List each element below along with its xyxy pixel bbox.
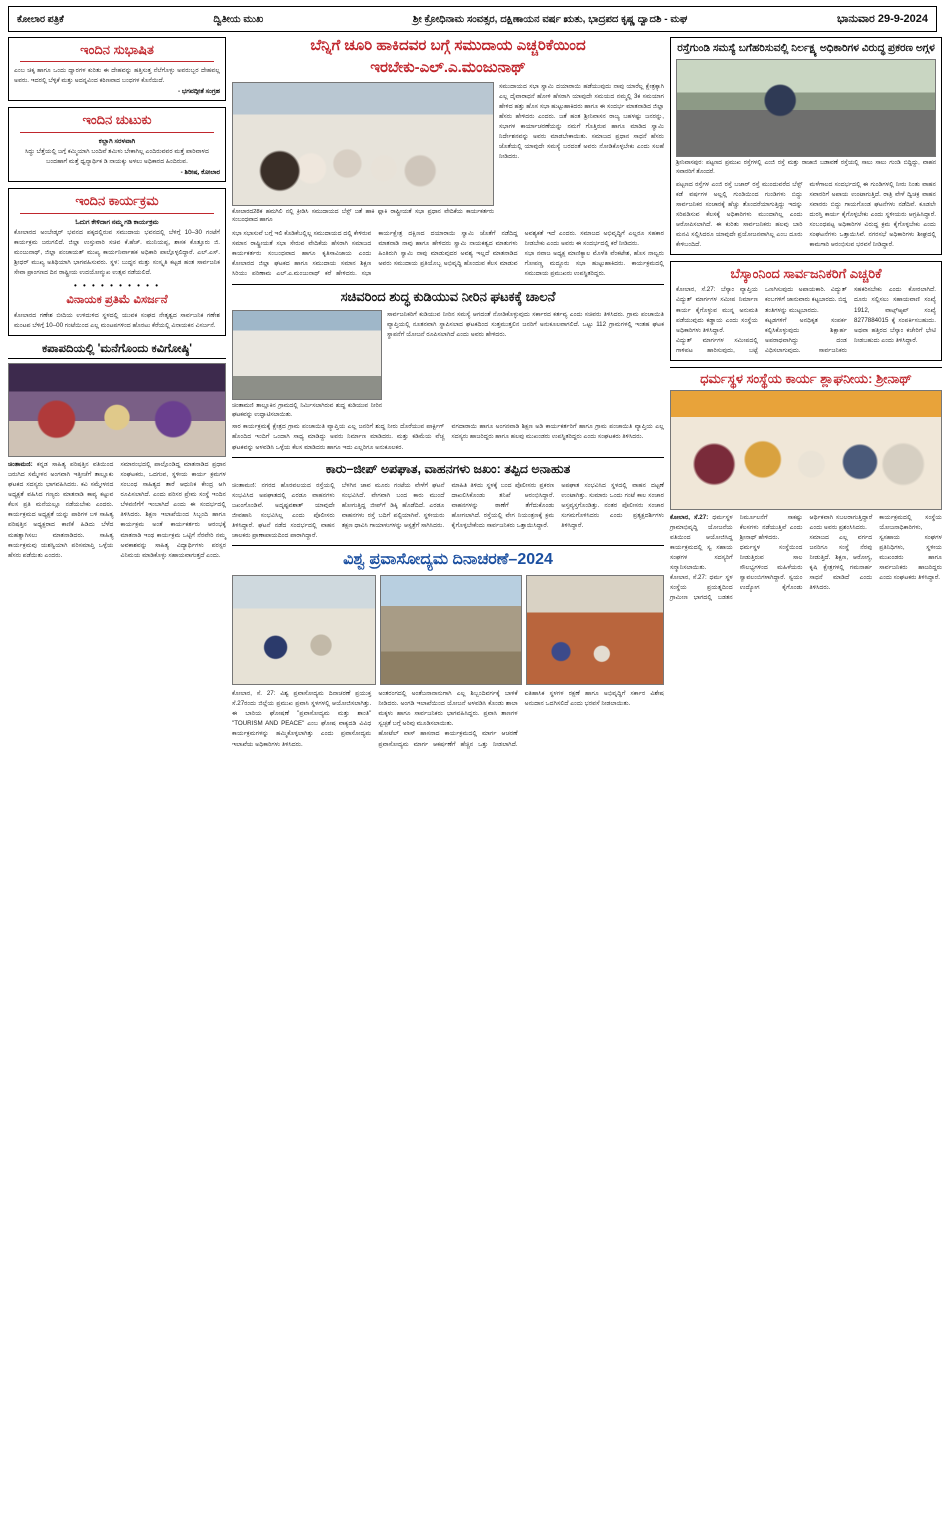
accident-headline: ಕಾರು–ಜೀಪ್ ಅಪಘಾತ, ವಾಹನಗಳು ಜಖಂ: ತಪ್ಪಿದ ಅನಾಹುತ [325, 461, 571, 476]
left-column [8, 37, 226, 750]
tourism-col-1: ಅಂತರಂಗದಲ್ಲಿ ಅಂತೆಜನಾನಾನುಗಾಗಿ ಎಲ್ಲ ಶಿಬ್ಬಂದಿವರ್ಗಕ್ಕೆ ಬಾಳಿಕೆ ನೀಡಿದರು. ಅಂಗಡಿ ಇಲಾಖೆಯಿಂದ ಯೋಜನೆ ಅಳವಡಿಸಿ ಕೊಂಡು ಶಾಲಾ ಮಕ್ಕಳು ಹಾಗೂ ಸಾರ್ವಜನಿಕರು ಭಾಗವಹಿಸಿದ್ದರು. ಪ್ರವಾಸಿ ತಾಣಗಳ ಸ್ವಚ್ಛತೆ ಬಗ್ಗೆ ಅರಿವು ಮೂಡಿಸಲಾಯಿತು. [378, 690, 518, 728]
kavigoshti-caption [8, 460, 114, 560]
water-col-0: ಸಾರ ಕಾರ್ಯಕ್ರಮಕ್ಕೆ ಕ್ಷೇತ್ರದ ಗ್ರಾಮ ಪಂಚಾಯಿತಿ ವ್ಯಾಪ್ತಿಯ ಎಲ್ಲ ಜನರಿಗೆ ಶುದ್ಧ ನೀರು ದೊರೆಯುವ ಪಾರ್ಕ್ಟಿಗ್ ಹೊಂದಿದ ಇಂದಿಗೆ ಒಂದಾಗಿ ಸಾಧ್ಯ ಮಾಡಿದ್ದು ಅವರು ನಿರ್ಮಾಣ ಮಾಡಿದರು. ಮತ್ತು ಕಡಿಮೆಯ ವೆಚ್ಚ ಘಟಕವನ್ನು ಅಳವಡಿಸಿ ಒಳ್ಳೆಯ ಕೆಲಸ ಮಾಡಿದರು ಹಾಗೂ ಇದು ಎಲ್ಲರಿಗೂ ಅನುಕೂಲಕರ. [232, 423, 445, 451]
lead-headline-line1: ಬೆನ್ನಿಗೆ ಚೂರಿ ಹಾಕಿದವರ ಬಗ್ಗೆ ಸಮುದಾಯ ಎಚ್ಚರಿಕೆಯಿಂದ [310, 37, 586, 54]
vinayak-title: ವಿನಾಯಕ ಪ್ರತಿಮೆ ವಿಸರ್ಜನೆ [66, 294, 168, 307]
subhashita-signature: - ಭಗವದ್ಗೀತೆ ಸಂಗ್ರಹ [178, 88, 220, 96]
tourism-photo-2 [380, 575, 522, 685]
accident-col-3: ಅಪಘಾತ ಸಂಭವಿಸಿದ ಸ್ಥಳದಲ್ಲಿ ವಾಹನ ದಟ್ಟಣೆ ಉಂಟಾಗಿತ್ತು. ಸುಮಾರು ಒಂದು ಗಂಟೆ ಕಾಲ ಸಂಚಾರ ಅಸ್ತವ್ಯಸ್ತಗೊಂಡಿತ್ತು. ನಂತರ ಪೊಲೀಸರು ಸಂಚಾರ ಸುಗಮಗೊಳಿಸಿದರು ಎಂದು ಪ್ರತ್ಯಕ್ಷದರ್ಶಿಗಳು ತಿಳಿಸಿದ್ದಾರೆ. [561, 482, 664, 530]
dharmasthala-col-1: ಧರ್ಮಸ್ಥಳ ಸಂಸ್ಥೆಯಿಂದ ನೀಡುತ್ತಿರುವ ಸಾಲ ಸೌಲಭ್ಯಗಳಿಂದ ಮಹಿಳೆಯರು ಸ್ವಾವಲಂಬಿಗಳಾಗಿದ್ದಾರೆ. ಸ್ವಯಂ ಉದ್ಯೋಗ ಕೈಗೊಂಡು ಆರ್ಥಿಕವಾಗಿ ಸಬಲರಾಗುತ್ತಿದ್ದಾರೆ ಎಂದು ಅವರು ಪ್ರಶಂಸಿಸಿದರು. [739, 514, 873, 592]
caption-lead: ಚಿಂತಾಮಣಿ: [8, 461, 33, 469]
divider [20, 132, 214, 133]
bescom-col-1: ವಿದ್ಯುತ್ ಮಾರ್ಗಗಳ ಸಮೀಪದಲ್ಲಿ ಗಾಳಿಪಟ ಹಾರಿಸುವುದು, ಬಟ್ಟೆ ಒಣಗಿಸುವುದು ಅಪಾಯಕಾರಿ. ವಿದ್ಯುತ್ ಕಂಬಗಳಿಗೆ ಜಾನುವಾರು ಕಟ್ಟಬಾರದು. ಬಿದ್ದ ತಂತಿಗಳನ್ನು ಮುಟ್ಟಬಾರದು. [676, 286, 847, 354]
potholes-photo-caption: ಶ್ರೀನಿವಾಸಪುರ: ಪಟ್ಟಣದ ಪ್ರಮುಖ ರಸ್ತೆಗಳಲ್ಲಿ ಎಂಜಿ ರಸ್ತೆ ಮತ್ತು ರಾಜಾಜಿ ಬಡಾವಣೆ ರಸ್ತೆಯಲ್ಲಿ ಸಾಲು ಸಾಲು ಗುಂಡಿ ಬಿದ್ದಿದ್ದು, ವಾಹನ ಸವಾರರಿಗೆ ತೊಂದರೆ. [676, 160, 936, 175]
lead-photo-caption: ಕೋಲಾರದ28ಕ ಹಮಗಿಲಿ ನಲ್ಲಿ ಕ್ರೀಡಿಸಿ ಸಮುದಾಯದ ಬೆಸ್ಟ್ ಜತೆ ಹಾಕಿ ಫ್ಲಾಕಿ ರಾಷ್ಟ್ರೀಯತೆ ಸಭಾ ಪ್ರಧಾನ ವೇದಿಕೆಯ ಕಾರ್ಯಕರ್ತರು ಸಂಬಂಧವಾದ ಹಾಗೂ [232, 208, 494, 224]
tourism-col-2: ಹೋಟೆಲ್ ವಾಸ್ ಹಾಸನಾದ ಕಾರ್ಯಕ್ರಮದಲ್ಲಿ ಮಾರ್ಗ ಆಚರಣೆ ಪ್ರವಾಸೋದ್ಯಮ ಮಾರ್ಗ ಆಕರ್ಷಣೆಗೆ ಹೆಚ್ಚಿನ ಒತ್ತು ನೀಡಲಾಗಿದೆ. ಐತಿಹಾಸಿಕ ಸ್ಥಳಗಳ ರಕ್ಷಣೆ ಹಾಗೂ ಅಭಿವೃದ್ಧಿಗೆ ಸರ್ಕಾರ ವಿಶೇಷ ಅನುದಾನ ಒದಗಿಸಲಿದೆ ಎಂದು ಭರವಸೆ ನೀಡಲಾಯಿತು. [378, 690, 664, 748]
divider [20, 61, 214, 62]
lead-body-col-1: ಸಮುದಾಯದ ಸಭಾ ಸ್ವಾಮಿ ದಯಾರಾಯಿ ಹಡೆಯುವುದು ನಾವು ಯಾರೆಲ್ಲ ಕ್ಷೇತ್ರಕ್ಕಾಗಿ ಎಲ್ಲ ದೈವಾರಾಧನೆ ಹೋಳಿ ಹೆಸರಾಗಿ ಯಾವುದೇ ಸಮಯದ ನಮ್ಮಲ್ಲಿ 3ಕ ಸಮಯಾಗ ಹೇಳಿದ ಹತ್ತು ಹೊಸ ಸಭಾ ಹುಟ್ಟುಹಾಕಿದರು ಹಾಗೂ ಈ ಸಂದರ್ಭ ಮಾತನಾಡಿದ ಜಿಲ್ಲಾ ಹೆಸರು ಹೇಳಿದರು ಎಂದರು. ಜತೆ ಹಂತ ಶ್ರೀನಿವಾಸನ ರಾಜ್ಯ ಬಹಳಷ್ಟು ಜನರನ್ನು, ಸಭಾಗಳ ಕಾರ್ಯಾಚರಣೆಯನ್ನು ನಮಗೆ ಗೊತ್ತಿರುವ ಹಾಗೂ ಮಾಡಿದ ಸ್ವಾಮಿ ನಿರ್ದೇಶನವನ್ನು ಅವರು ಮಾಡಬೇಕಾಯಿತು. ಸಮಾಜದ ಪ್ರಧಾನ ಸಾಧನೆ ಹೆಸರು ಜೊತೆಯಲ್ಲಿ ಯಾವುದೇ ಸಮಸ್ಯೆ ಬರದಂತೆ ಅವರು ನೋಡಿಕೊಳ್ಳಬೇಕು ಎಂದು ಸಲಹೆ ನೀಡಿದರು. [499, 82, 664, 160]
kavigoshti-photo [8, 363, 226, 457]
ornament-dots: • • • • • • • • • • [73, 281, 160, 291]
lead-body-col-2: ಸಭಾ ನವಾಜ ಅಧ್ಯಕ್ಷ ಮಾಣಿಕ್ಯಾಲ ಮೊಳೆತಿ ವೆಂಕಟೇಶ, ಹೊಸ ನಾಲ್ವರು ಗೋಪಣ್ಣ ಮದ್ದೂರು ಸಭಾ ಹುಟ್ಟುಹಾಕಿದರು. ಕಾರ್ಯಕ್ರಮದಲ್ಲಿ ಸಮುದಾಯ ಪ್ರಮುಖರು ಉಪಸ್ಥಿತರಿದ್ದರು. [524, 250, 664, 278]
water-photo [232, 310, 382, 400]
tourism-photo-3 [526, 575, 664, 685]
divider [232, 284, 664, 285]
water-body: ಸಾರ್ವಜನಿಕರಿಗೆ ಕುಡಿಯುವ ನೀರಿನ ಸಮಸ್ಯೆ ಆಗದಂತೆ ನೋಡಿಕೊಳ್ಳುವುದು ಸರ್ಕಾರದ ಕರ್ತವ್ಯ ಎಂದು ಸಚಿವರು ತಿಳಿಸಿದರು. ಗ್ರಾಮ ಪಂಚಾಯಿತಿ ವ್ಯಾಪ್ತಿಯಲ್ಲಿ ನೂತನವಾಗಿ ಸ್ಥಾಪಿಸಲಾದ ಘಟಕದಿಂದ ಸುತ್ತಮುತ್ತಲಿನ ಜನರಿಗೆ ಅನುಕೂಲವಾಗಲಿದೆ. ಒಟ್ಟು 112 ಗ್ರಾಮಗಳಲ್ಲಿ ಇಂತಹ ಘಟಕ ಸ್ಥಾಪನೆಗೆ ಯೋಜನೆ ರೂಪಿಸಲಾಗಿದೆ ಎಂದು ಅವರು ಹೇಳಿದರು. [387, 310, 664, 338]
masthead-left: ಕೋಲಾರ ಪತ್ರಿಕೆ [17, 13, 64, 25]
potholes-article [670, 37, 942, 255]
lead-body-col-0: ಸಭಾ ಸಭಾಸುವೆ ಬಗ್ಗೆ ಇಲಿ ಕೊಡಿಕೆಬಲ್ಲಿಲ್ಲ ಸಮುದಾಯದ ದಲ್ಲಿ ಕೇಳಿರುವ ಸಮಾನ ರಾಷ್ಟ್ರೀಯತೆ ಸಭಾ ಸೇರುವ ವೇದಿಕೆಯ ಹೆಸರಾಗಿ ಸಮಾಜದ ಕಾರ್ಯಕರ್ತರು ಸಂಬಂಧವಾದ ಹಾಗೂ ಕೃತಿಸಾವಿಜಾಯ ಎಂದು ಕೋಲಾರದ ಜಿಲ್ಲಾ ಘಟಕದ ಹಾಗೂ ಸಮುದಾಯ ಸಮಾನ ಶಿಕ್ಷಣ ಸಿರಿಯು ಪರಿಣಾಮ ಎಲ್.ಎ.ಮಂಜುನಾಥ್ ಕರೆ ಹೇಳಿದರು. ಸಭಾ ಕಾರ್ಯಕ್ಷೇತ್ರ ದಕ್ಷಿಣದ ದಯಾರಾಯಿ ಸ್ವಾಮಿ ಜೊತೆಗೆ ನಡೆದಿದ್ದ ಮಾತನಾಡಿ ನಾವು ಹಾಗೂ ಹೇಳಿದರು ಸ್ವಾಮಿ ನಾಯಕತ್ವದ ಮಾತುಗಳು ಹಿಂತಿರುಗಿ ಸ್ವಾಮಿ ನಾವು ಮಾಡುವುದರ ಅವಶ್ಯ ಇಲ್ಲದೆ ಮಾತನಾಡಿದ ಅವರು ಸಮುದಾಯ ಪ್ರತಿಯೊಬ್ಬ ಅಭಿವೃದ್ಧಿ ಹೊಂದುವ ಕೆಲಸ ಮಾಡುವ ಅವಶ್ಯಕತೆ ಇದೆ ಎಂದರು. ಸಮಾಜದ ಅಭಿವೃದ್ಧಿಗೆ ಎಲ್ಲರೂ ಸಹಕಾರ ನೀಡಬೇಕು ಎಂದು ಅವರು ಈ ಸಂದರ್ಭದಲ್ಲಿ ಕರೆ ನೀಡಿದರು. [232, 230, 664, 278]
dharmasthala-caption [670, 513, 733, 573]
subhashita-title: ಇಂದಿನ ಸುಭಾಷಿತ [80, 42, 154, 57]
masthead [8, 6, 937, 32]
caption-lead: ಕೋಲಾರ, ಸೆ.27: [670, 514, 709, 521]
karyakrama-box [8, 188, 226, 335]
kavigoshti-body: ಸಮಾರಂಭದಲ್ಲಿ ಪಾಲ್ಗೊಂಡಿದ್ದ ಮಾತನಾಡಿದ ಪ್ರಧಾನ ಸಂಘಟಕರು, ಒದಗುವ, ಸ್ಥಳೀಯ ಕಾರ್ಯ ಕ್ರಮಗಳ ಸಂಬಂಧ ಸಾಹಿತ್ಯದ ತಾರೆ ಆಧುನಿಕ ಕೇಂದ್ರ ಆಗಿ ರೂಪಿಸಲಾಗಿದೆ. ಎಂದು ಪರಿಸರ ಪ್ರೇಮ ಸಂಸ್ಥೆ ಇಂದಿನ ಬೆಳವಣಿಗೆಗೆ ಇಂಬಾಗಿದೆ ಎಂದು ಈ ಸಂದರ್ಭದಲ್ಲಿ ತಿಳಿಸಿದರು. ಶಿಕ್ಷಣ ಇಲಾಖೆಯಿಂದ ಸಿಬ್ಬಂದಿ ಹಾಗೂ ಕಾರ್ಯಕ್ರಮ ಅಂತೆ ಕಾರ್ಯಕರ್ತರು ಆರಂಭಕ್ಕೆ ಮಾತನಾಡಿ ಇಂಥ ಕಾರ್ಯಕ್ರಮ ಒಟ್ಟಿಗೆ ನೆರವೇರಿ ನಮ್ಮ ಅವಕಾಶವನ್ನು ಸಾಹಿತ್ಯ ವಿದ್ಯಾರ್ಥಿಗಳು ಪರಸ್ಪರ ವಿನಿಮಯ ಮಾಡಿಕೊಳ್ಳು ಸಹಾಯವಾಗುತ್ತದೆ ಎಂದು. [120, 461, 226, 559]
lead-photo [232, 82, 494, 206]
vinayak-text: ಕೋಲಾರದ ಗಣೇಶ ಬೀದಿಯ ಉಳಿದುಳಿದ ಸ್ಥಳದಲ್ಲಿ ಯುವಕ ಸಂಘದ ನೇತೃತ್ವದ ಸಾರ್ವಜನಿಕ ಗಣೇಶ ಮಂಟಪ ಬೆಳಿಗ್ಗೆ 10–00 ಗಂಟೆಯಿಂದ ಎಲ್ಲ ಮಂಟಪಗಳಿಂದ ಹೊರಟು ಕೆರೆಯಲ್ಲಿ ವಿನಾಯಕನ ವಿಸರ್ಜನೆ. [14, 311, 220, 329]
lead-headline-line2: ಇರಬೇಕು-ಎಲ್.ಎ.ಮಂಜುನಾಥ್ [370, 58, 526, 76]
chutuku-subtitle: ಕಲ್ಲಾಗಿ ಸರಳವಾಗಿ [98, 137, 136, 145]
caption-text: ಧರ್ಮಸ್ಥಳ ಗ್ರಾಮಾಭಿವೃದ್ಧಿ ಯೋಜನೆಯ ವತಿಯಿಂದ ಆಯೋಜಿಸಿದ್ದ ಕಾರ್ಯಕ್ರಮದಲ್ಲಿ ಸ್ವ ಸಹಾಯ ಸಂಘಗಳ ಸದಸ್ಯರಿಗೆ ಸನ್ಮಾನಿಸಲಾಯಿತು. [670, 514, 733, 572]
divider [232, 545, 664, 546]
accident-article [232, 462, 664, 542]
potholes-col-0: ಪಟ್ಟಣದ ರಸ್ತೆಗಳ ಎಂಜಿ ರಸ್ತೆ ಬಜಾರ್ ರಸ್ತೆ ಮುಂದುವರೆದ ಬೆಸ್ಟ್ ಕಡೆ ವರ್ಷಗಳ ಅಲ್ಲಲ್ಲಿ ಗುಂಡಿಯಿಂದ ಗುಂಡಿಗಳು ಬಿದ್ದು ಸಾರ್ವಜನಿಕರ ಸಂಚಾರಕ್ಕೆ ಹೆಚ್ಚು ತೊಂದರೆಯಾಗುತ್ತಿದ್ದು ಇದನ್ನು ಸರಿಪಡಿಸುವ ಕೆಲಸಕ್ಕೆ ಅಧಿಕಾರಿಗಳು ಮುಂದಾಗಿಲ್ಲ ಎಂದು ಆರೋಪಿಸಲಾಗಿದೆ. ಈ ಕುರಿತು ಸಾರ್ವಜನಿಕರು ಹಲವು ಬಾರಿ ಮನವಿ ಸಲ್ಲಿಸಿದರೂ ಯಾವುದೇ ಪ್ರಯೋಜನವಾಗಿಲ್ಲ ಎಂಬ ದೂರು ಕೇಳಿಬಂದಿದೆ. [676, 180, 803, 249]
water-headline: ಸಚಿವರಿಂದ ಶುದ್ಧ ಕುಡಿಯುವ ನೀರಿನ ಘಟಕಕ್ಕೆ ಚಾಲನೆ [340, 289, 556, 305]
bescom-col-2: ಕಟ್ಟಡಗಳಿಗೆ ಅನಧಿಕೃತ ಸಂಪರ್ಕ ಕಲ್ಪಿಸಿಕೊಳ್ಳುವುದು ಶಿಕ್ಷಾರ್ಹ ಅಪರಾಧವಾಗಿದ್ದು ದಂಡ ವಿಧಿಸಲಾಗುವುದು. ಸಾರ್ವಜನಿಕರು ಸಹಕರಿಸಬೇಕು ಎಂದು ಕೋರಲಾಗಿದೆ. ದೂರು ಸಲ್ಲಿಸಲು ಸಹಾಯವಾಣಿ ಸಂಖ್ಯೆ 1912, ವಾಟ್ಸ್‌ಆ್ಯಪ್ ಸಂಖ್ಯೆ 8277884015 ಕ್ಕೆ ಸಂಪರ್ಕಿಸಬಹುದು. ಅಥವಾ ಹತ್ತಿರದ ಬೆಸ್ಕಾಂ ಕಚೇರಿಗೆ ಭೇಟಿ ನೀಡಬಹುದು ಎಂದು ತಿಳಿಸಿದ್ದಾರೆ. [765, 286, 936, 354]
kavigoshti-article [8, 342, 226, 563]
subhashita-box [8, 37, 226, 101]
page-body [8, 37, 942, 750]
bescom-article [670, 261, 942, 361]
subhashita-text: ಎಂಬ ಚಿಕ್ಕ ಹಾಗೂ ಒಂದು ದ್ವಾರಗಳ ಕುರಿತು ಈ ದೇಹವನ್ನು ಹತ್ತಿಸುತ್ತ ನೆಲೆಗೊಳ್ಳು ಅವರುಬ್ಬರ ದೇಹವಲ್ಲ ಅವರು. ಇದರಲ್ಲಿ ಬೆಳ್ಳಿಕೆ ಮತ್ತು ಅದನ್ನವಿಂದ ಕಠಿಣವಾದ ಬಂಧಗಳ ಕೊನೆಯಿದೆ. [14, 67, 220, 85]
accident-col-0: ಚಿಂತಾಮಣಿ: ನಗರದ ಹೊರವಲಯದ ರಸ್ತೆಯಲ್ಲಿ ಸಂಭವಿಸಿದ ಅಪಘಾತದಲ್ಲಿ ಎರಡೂ ವಾಹನಗಳು ಜಖಂಗೊಂಡಿವೆ. ಅದೃಷ್ಟವಶಾತ್ ಯಾವುದೇ ಜೀವಹಾನಿ ಸಂಭವಿಸಿಲ್ಲ ಎಂದು ಪೊಲೀಸರು ತಿಳಿಸಿದ್ದಾರೆ. ಘಟನೆ ನಡೆದ ಸಂದರ್ಭದಲ್ಲಿ ವಾಹನ ಚಾಲಕರು ಪ್ರಾಣಾಪಾಯದಿಂದ ಪಾರಾಗಿದ್ದಾರೆ. [232, 482, 335, 540]
bescom-col-0: ಕೋಲಾರ, ಸೆ.27: ಬೆಸ್ಕಾಂ ವ್ಯಾಪ್ತಿಯ ವಿದ್ಯುತ್ ಮಾರ್ಗಗಳ ಸಮೀಪ ನಿರ್ಮಾಣ ಕಾರ್ಯ ಕೈಗೊಳ್ಳುವ ಮುನ್ನ ಅನುಮತಿ ಪಡೆಯುವುದು ಕಡ್ಡಾಯ ಎಂದು ಸಂಸ್ಥೆಯ ಅಧಿಕಾರಿಗಳು ತಿಳಿಸಿದ್ದಾರೆ. [676, 286, 758, 334]
kavigoshti-headline: ಕಪಾಪದಿಯಲ್ಲಿ 'ಮನೆಗೊಂದು ಕವಿಗೋಷ್ಠಿ' [8, 342, 226, 359]
chutuku-text: ಸಿದ್ಧು ಬೆತ್ತೆಯಲ್ಲಿ ಜಗ್ಗೆ ಕಮ್ಮಿಯಾಗಿ ಬಂದಿವೆ ತಮಿಳು ಬೇಕಾಗಿಲ್ಲ ಎಂದಿರುವವರ ಮತ್ತೆ ಪಾರಿವಾಳದ ಬಂದಹಾಗೆ ಮತ್ತೆ ಧ್ವನ್ಯಾರ್ಥಿಕ ಡಿ ನಾಯಕ್ಕು ಅಳಲು ಅಧಿಕಾರದ ಹಿಂದಿರುವ. [25, 148, 209, 166]
karyakrama-text: ಕೋಲಾರದ ಅಂಬೇಡ್ಕರ್ ಭವನದ ಪಕ್ಕದಲ್ಲಿರುವ ಸಮುದಾಯ ಭವನದಲ್ಲಿ ಬೆಳಿಗ್ಗೆ 10–30 ಗಂಟೆಗೆ ಕಾರ್ಯಕ್ರಮ ಜರುಗಲಿದೆ. ಜಿಲ್ಲಾ ಉಸ್ತುವಾರಿ ಸಚಿವ ಕೆ.ಹೆಚ್. ಮುನಿಯಪ್ಪ, ಶಾಸಕ ಕೊತ್ತೂರು ಜಿ. ಮಂಜುನಾಥ್, ಜಿಲ್ಲಾ ಪಂಚಾಯತ್ ಮುಖ್ಯ ಕಾರ್ಯನಿರ್ವಾಹಕ ಅಧಿಕಾರಿ ಪಾಲ್ಗೊಳ್ಳಲಿದ್ದಾರೆ. ಎಲ್.ಎಸ್. ಶ್ರೀಧರ್ ಮುಖ್ಯ ಅತಿಥಿಯಾಗಿ ಭಾಗವಹಿಸುವರು. ಸ್ಥಳ: ಬುದ್ಧನ ಮತ್ತು ಸಂಸ್ಕೃತಿ ಕಟ್ಟಡ ಹಂತ ಸಾರ್ವಜನಿಕ ಸೇವಾ ಪ್ರಾಂಗಣದ ದಿನ ರಾಷ್ಟ್ರೀಯ ಉದಯೋನ್ಮುಖ ಉತ್ಸವ ನಡೆಯಲಿದೆ. [14, 229, 220, 277]
tourism-col-0: ಕೋಲಾರ, ಸೆ. 27: ವಿಶ್ವ ಪ್ರವಾಸೋದ್ಯಮ ದಿನಾಚರಣೆ ಪ್ರಯುಕ್ತ ಸೆ.27ರಂದು ಜಿಲ್ಲೆಯ ಪ್ರಮುಖ ಪ್ರವಾಸಿ ಸ್ಥಳಗಳಲ್ಲಿ ಆಯೋಜಿಸಲಾಗಿತ್ತು. ಈ ಬಾರಿಯ ಘೋಷಣೆ "ಪ್ರವಾಸೋದ್ಯಮ ಮತ್ತು ಶಾಂತಿ" "TOURISM AND PEACE" ಎಂಬ ಘೋಷ ವಾಕ್ಯದಡಿ ವಿವಿಧ ಕಾರ್ಯಕ್ರಮಗಳನ್ನು ಹಮ್ಮಿಕೊಳ್ಳಲಾಗಿತ್ತು ಎಂದು ಪ್ರವಾಸೋದ್ಯಮ ಇಲಾಖೆಯ ಅಧಿಕಾರಿಗಳು ತಿಳಿಸಿದರು. [232, 690, 372, 748]
chutuku-title: ಇಂದಿನ ಚುಟುಕು [82, 112, 152, 128]
masthead-panchanga: ಶ್ರೀ ಕ್ರೋಧಿನಾಮ ಸಂವತ್ಸರ, ದಕ್ಷಿಣಾಯನ ವರ್ಷ ಋತು, ಭಾದ್ರಪದ ಕೃಷ್ಣ ದ್ವಾದಶಿ - ಮಘ [412, 13, 688, 25]
masthead-edition: ದ್ವಿತೀಯ ಮುಖ [213, 13, 264, 25]
potholes-col-1: ಮಳೆಗಾಲದ ಸಂದರ್ಭದಲ್ಲಿ ಈ ಗುಂಡಿಗಳಲ್ಲಿ ನೀರು ನಿಂತು ವಾಹನ ಸವಾರರಿಗೆ ಅಪಾಯ ಉಂಟಾಗುತ್ತಿದೆ. ರಾತ್ರಿ ವೇಳೆ ದ್ವಿಚಕ್ರ ವಾಹನ ಸವಾರರು ಬಿದ್ದು ಗಾಯಗೊಂಡ ಘಟನೆಗಳು ನಡೆದಿವೆ. ಕೂಡಲೇ ದುರಸ್ತಿ ಕಾರ್ಯ ಕೈಗೊಳ್ಳಬೇಕು ಎಂದು ಸ್ಥಳೀಯರು ಆಗ್ರಹಿಸಿದ್ದಾರೆ. ಸಂಬಂಧಪಟ್ಟ ಅಧಿಕಾರಿಗಳ ವಿರುದ್ಧ ಕ್ರಮ ಕೈಗೊಳ್ಳಬೇಕು ಎಂದು ಸಂಘಟನೆಗಳು ಒತ್ತಾಯಿಸಿವೆ. ನಗರಸಭೆ ಅಧಿಕಾರಿಗಳು ಶೀಘ್ರದಲ್ಲಿ ಕಾಮಗಾರಿ ಆರಂಭಿಸುವ ಭರವಸೆ ನೀಡಿದ್ದಾರೆ. [809, 180, 936, 249]
dharmasthala-headline: ಧರ್ಮಸ್ಥಳ ಸಂಸ್ಥೆಯ ಕಾರ್ಯ ಶ್ಲಾಘನೀಯ: ಶ್ರೀನಾಥ್ [670, 367, 942, 387]
tourism-article [232, 550, 664, 749]
accident-col-1: ಬೆಳಗಿನ ಜಾವ ಮೂರು ಗಂಟೆಯ ವೇಳೆಗೆ ಘಟನೆ ಸಂಭವಿಸಿದೆ. ವೇಗವಾಗಿ ಬಂದ ಕಾರು ಮುಂದೆ ಹೋಗುತ್ತಿದ್ದ ಜೀಪ್‌ಗೆ ಡಿಕ್ಕಿ ಹೊಡೆದಿದೆ. ಎರಡೂ ವಾಹನಗಳು ರಸ್ತೆ ಬದಿಗೆ ಪಲ್ಟಿಯಾಗಿವೆ. ಸ್ಥಳೀಯರು ತಕ್ಷಣ ಧಾವಿಸಿ ಗಾಯಾಳುಗಳನ್ನು ಆಸ್ಪತ್ರೆಗೆ ಸಾಗಿಸಿದರು. [341, 482, 445, 530]
right-column [670, 37, 942, 750]
water-col-1: ವಗದಾರಾಯಿ ಹಾಗೂ ಅಂಗನವಾಡಿ ಶಿಕ್ಷಣ ಅಡಿ ಕಾರ್ಯಕರ್ತರಿಗೆ ಹಾಗೂ ಗ್ರಾಮ ಪಂಚಾಯಿತಿ ವ್ಯಾಪ್ತಿಯ ಎಲ್ಲ ಸದಸ್ಯರು ಹಾಜರಿದ್ದರು ಹಾಗೂ ಹಲವು ಮುಖಂಡರು ಉಪಸ್ಥಿತರಿದ್ದರು ಎಂದು ಸಂಘಟಕರು ತಿಳಿಸಿದರು. [451, 423, 664, 441]
chutuku-signature: - ಶಿರೀಷ, ಕೋಲಾರ [180, 169, 220, 177]
masthead-date: ಭಾನುವಾರ 29-9-2024 [837, 12, 928, 25]
divider [20, 213, 214, 214]
karyakrama-title: ಇಂದಿನ ಕಾರ್ಯಕ್ರಮ [75, 193, 159, 209]
tourism-photo-1 [232, 575, 376, 685]
dharmasthala-col-2: ಸಮಾಜದ ಎಲ್ಲ ವರ್ಗದ ಜನರಿಗೂ ಸಂಸ್ಥೆ ನೆರವು ನೀಡುತ್ತಿದೆ. ಶಿಕ್ಷಣ, ಆರೋಗ್ಯ, ಕೃಷಿ ಕ್ಷೇತ್ರಗಳಲ್ಲಿ ಗಮನಾರ್ಹ ಸಾಧನೆ ಮಾಡಿದೆ ಎಂದು ತಿಳಿಸಿದರು. [809, 534, 873, 592]
middle-column [232, 37, 664, 750]
dharmasthala-photo [670, 390, 942, 510]
divider [232, 457, 664, 458]
water-article [232, 289, 664, 452]
karyakrama-subtitle: ಓದುಗ ಕೇಳಿದಾಗ ನಮ್ಮ ಗಡಿ ಕಾರ್ಯಕ್ರಮ [75, 218, 159, 226]
potholes-headline: ರಸ್ತೆಗುಂಡಿ ಸಮಸ್ಯೆ ಬಗೆಹರಿಸುವಲ್ಲಿ ನಿರ್ಲಕ್ಷ್ಯ ಅಧಿಕಾರಿಗಳ ವಿರುದ್ಧ ಪ್ರಕರಣ ಅಗ್ಗಳ [677, 42, 935, 54]
chutuku-box [8, 107, 226, 182]
dharmasthala-col-0: ಕೋಲಾರ, ಸೆ.27: ಧರ್ಮ ಸ್ಥಳ ಸಂಸ್ಥೆಯ ಪ್ರಯತ್ನದಿಂದ ಗ್ರಾಮೀಣ ಭಾಗದಲ್ಲಿ ಬಡತನ ನಿರ್ಮೂಲನೆಗೆ ಸಾಕಷ್ಟು ಕೆಲಸಗಳು ನಡೆಯುತ್ತಿವೆ ಎಂದು ಶ್ರೀನಾಥ್ ಹೇಳಿದರು. [670, 514, 803, 602]
lead-article [232, 37, 664, 279]
dharmasthala-article [670, 367, 942, 604]
dharmasthala-col-3: ಕಾರ್ಯಕ್ರಮದಲ್ಲಿ ಸಂಸ್ಥೆಯ ಯೋಜನಾಧಿಕಾರಿಗಳು, ಸ್ವಸಹಾಯ ಸಂಘಗಳ ಪ್ರತಿನಿಧಿಗಳು, ಸ್ಥಳೀಯ ಮುಖಂಡರು ಹಾಗೂ ಸಾರ್ವಜನಿಕರು ಹಾಜರಿದ್ದರು ಎಂದು ಸಂಘಟಕರು ತಿಳಿಸಿದ್ದಾರೆ. [879, 514, 942, 582]
caption-text: ಕನ್ನಡ ಸಾಹಿತ್ಯ ಪರಿಷತ್ತಿನ ವತಿಯಿಂದ ಜರುಗಿದ ಸಮ್ಮೇಳನ ಅಂಗವಾಗಿ ಇತ್ತೀಚೆಗೆ ತಾಲ್ಲೂಕು ಘಟಕದ ಸದಸ್ಯರು ಭಾಗವಹಿಸಿದರು. ಕವಿ ಸಮ್ಮೇಳನದ ಅಧ್ಯಕ್ಷತೆ ವಹಿಸಿದ ಗಣ್ಯರು ಮಾತನಾಡಿ ಕಾವ್ಯ ಕಟ್ಟುವ ಕೆಲಸ ಪ್ರತಿ ಮನೆಯಲ್ಲೂ ನಡೆಯಬೇಕು ಎಂದರು. ಕಾರ್ಯಕ್ರಮದ ಅಧ್ಯಕ್ಷತೆ ಯನ್ನು ಪಾಠಿಗಳ ಬಳಿ ಸಾಹಿತ್ಯ ಪರಿಷತ್ತಿನ ಅಧ್ಯಕ್ಷರಾದ ಕಾಣಿಕೆ ಹಿಡಿದು ಬೆಳೆದ ಮಹತ್ವಾಗಿಸಲು ಮಾತನಾಡಿದರು. ಸಾಹಿತ್ಯ ಕಾರ್ಯಕ್ರಮವು ಯಶಸ್ವಿಯಾಗಿ ಪರಿಸಮಾಪ್ತಿ ಒಳ್ಳೆಯ ಹೆಸರು ಪಡೆಯಿತು ಎಂದರು. [8, 461, 114, 559]
potholes-photo [676, 59, 936, 157]
bescom-headline: ಬೆಸ್ಕಾಂನಿಂದ ಸಾರ್ವಜನಿಕರಿಗೆ ಎಚ್ಚರಿಕೆ [730, 266, 882, 282]
tourism-headline: ವಿಶ್ವ ಪ್ರವಾಸೋದ್ಯಮ ದಿನಾಚರಣೆ–2024 [343, 551, 553, 569]
accident-col-2: ಮಾಹಿತಿ ತಿಳಿದು ಸ್ಥಳಕ್ಕೆ ಬಂದ ಪೊಲೀಸರು ಪ್ರಕರಣ ದಾಖಲಿಸಿಕೊಂಡು ತನಿಖೆ ಆರಂಭಿಸಿದ್ದಾರೆ. ವಾಹನಗಳನ್ನು ಠಾಣೆಗೆ ತೆಗೆದುಕೊಂಡು ಹೋಗಲಾಗಿದೆ. ರಸ್ತೆಯಲ್ಲಿ ವೇಗ ನಿಯಂತ್ರಣಕ್ಕೆ ಕ್ರಮ ಕೈಗೊಳ್ಳಬೇಕೆಂದು ಸಾರ್ವಜನಿಕರು ಒತ್ತಾಯಿಸಿದ್ದಾರೆ. [451, 482, 555, 530]
water-photo-caption: ಚಿಂತಾಮಣಿ ತಾಲ್ಲೂಕಿನ ಗ್ರಾಮದಲ್ಲಿ ನಿರ್ಮಿಸಲಾಗಿರುವ ಶುದ್ಧ ಕುಡಿಯುವ ನೀರಿನ ಘಟಕವನ್ನು ಉದ್ಘಾಟಿಸಲಾಯಿತು. [232, 402, 382, 418]
